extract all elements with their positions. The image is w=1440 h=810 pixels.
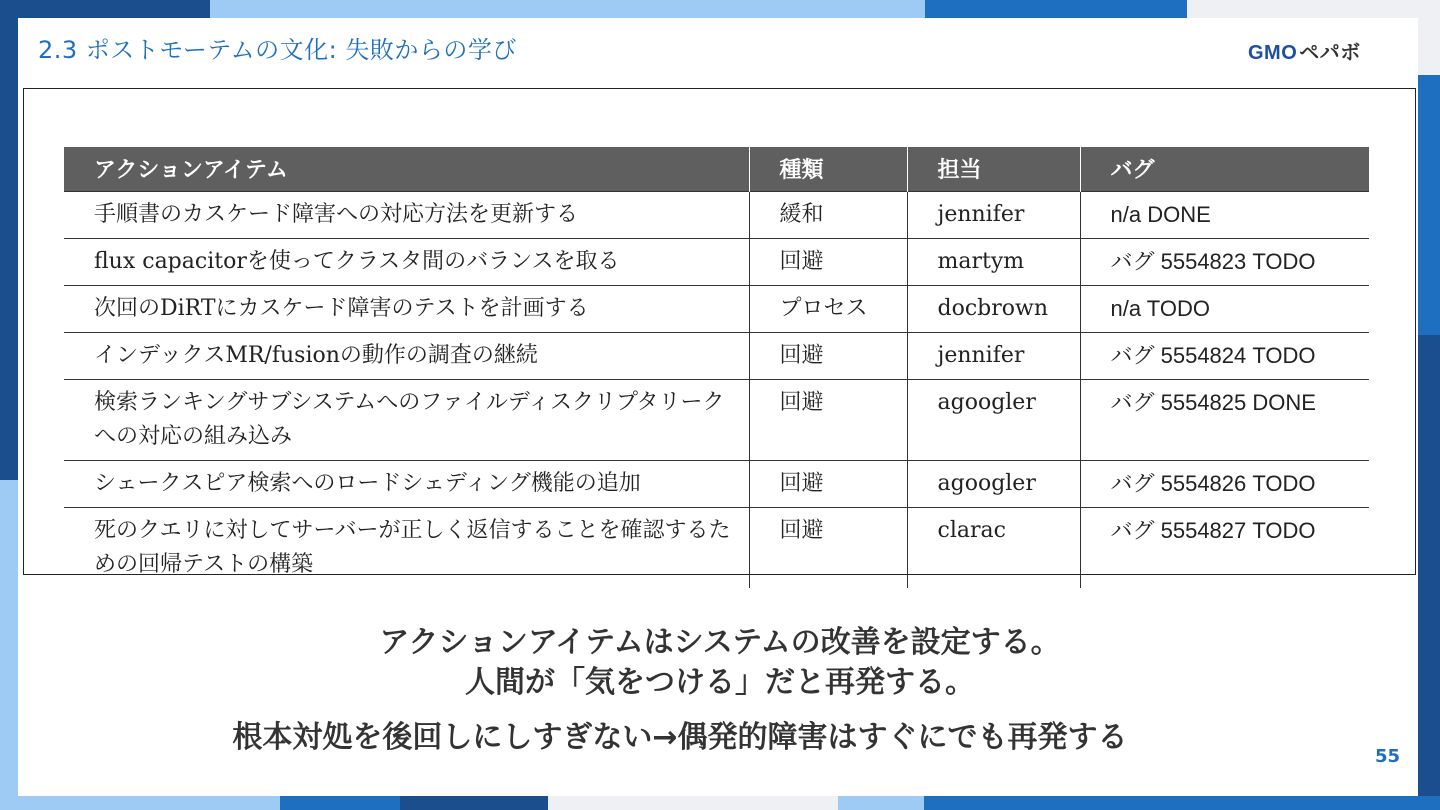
company-logo <box>1248 36 1361 65</box>
header-owner: 担当 <box>907 147 1080 191</box>
cell-type: 緩和 <box>749 191 907 238</box>
frame-band-top-2 <box>210 0 925 18</box>
cell-bug: バグ 5554827 TODO <box>1080 507 1369 588</box>
cell-bug: バグ 5554823 TODO <box>1080 238 1369 285</box>
frame-band-top-3 <box>925 0 1187 18</box>
table-row <box>64 507 1369 588</box>
frame-band-bottom-3 <box>400 796 548 810</box>
cell-type: 回避 <box>749 460 907 507</box>
cell-item: インデックスMR/fusionの動作の調査の継続 <box>64 332 749 379</box>
frame-band-bottom-6 <box>924 796 1440 810</box>
table-row <box>64 285 1369 332</box>
table-row <box>64 379 1369 460</box>
page-number: 55 <box>1374 746 1400 767</box>
frame-band-right-3 <box>1418 335 1440 810</box>
cell-owner: docbrown <box>907 285 1080 332</box>
cell-item: 検索ランキングサブシステムへのファイルディスクリプタリークへの対応の組み込み <box>64 379 749 460</box>
header-action-item: アクションアイテム <box>64 147 749 191</box>
cell-item: flux capacitorを使ってクラスタ間のバランスを取る <box>64 238 749 285</box>
cell-type: プロセス <box>749 285 907 332</box>
frame-band-right-1 <box>1418 0 1440 75</box>
cell-bug: バグ 5554824 TODO <box>1080 332 1369 379</box>
frame-band-right-2 <box>1418 75 1440 335</box>
table-row <box>64 191 1369 238</box>
cell-owner: agoogler <box>907 460 1080 507</box>
logo-pepabo-text: ペパボ <box>1299 42 1361 64</box>
cell-item: 次回のDiRTにカスケード障害のテストを計画する <box>64 285 749 332</box>
cell-owner: jennifer <box>907 332 1080 379</box>
cell-bug: バグ 5554826 TODO <box>1080 460 1369 507</box>
cell-owner: jennifer <box>907 191 1080 238</box>
frame-band-left-1 <box>0 0 18 480</box>
cell-bug: バグ 5554825 DONE <box>1080 379 1369 460</box>
cell-type: 回避 <box>749 379 907 460</box>
takeaway-line-2: 人間が「気をつける」だと再発する。 <box>465 665 975 700</box>
cell-bug: n/a TODO <box>1080 285 1369 332</box>
frame-band-bottom-2 <box>280 796 400 810</box>
takeaway-line-1: アクションアイテムはシステムの改善を設定する。 <box>379 625 1061 660</box>
cell-type: 回避 <box>749 238 907 285</box>
table-row <box>64 238 1369 285</box>
cell-type: 回避 <box>749 507 907 588</box>
header-bug: バグ <box>1080 147 1369 191</box>
cell-type: 回避 <box>749 332 907 379</box>
action-items-table <box>64 147 1369 588</box>
takeaway-line-3: 根本対処を後回しにしすぎない→偶発的障害はすぐにでも再発する <box>232 720 1128 755</box>
cell-item: 死のクエリに対してサーバーが正しく返信することを確認するための回帰テストの構築 <box>64 507 749 588</box>
cell-item: 手順書のカスケード障害への対応方法を更新する <box>64 191 749 238</box>
frame-band-top-1 <box>0 0 210 18</box>
cell-bug: n/a DONE <box>1080 191 1369 238</box>
logo-gmo-text: GMO <box>1248 42 1298 64</box>
cell-item: シェークスピア検索へのロードシェディング機能の追加 <box>64 460 749 507</box>
frame-band-bottom-4 <box>548 796 838 810</box>
table-row <box>64 332 1369 379</box>
cell-owner: clarac <box>907 507 1080 588</box>
header-type: 種類 <box>749 147 907 191</box>
table-row <box>64 460 1369 507</box>
cell-owner: agoogler <box>907 379 1080 460</box>
frame-band-bottom-5 <box>838 796 924 810</box>
slide-title: 2.3 ポストモーテムの文化: 失敗からの学び <box>38 36 517 64</box>
frame-band-bottom-1 <box>0 796 280 810</box>
action-items-figure <box>23 88 1416 575</box>
table-header-row <box>64 147 1369 191</box>
frame-band-top-4 <box>1187 0 1440 18</box>
cell-owner: martym <box>907 238 1080 285</box>
